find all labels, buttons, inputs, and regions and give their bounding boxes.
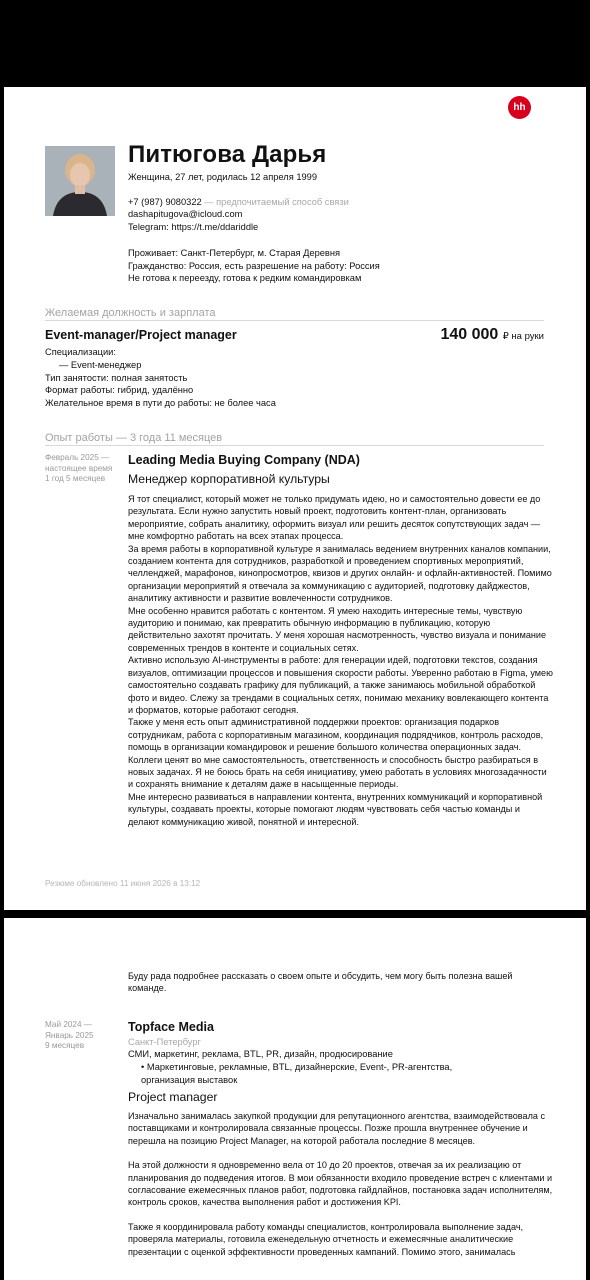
email-link[interactable]: dashapitugova@icloud.com	[128, 209, 243, 219]
resume-page-1	[4, 87, 586, 910]
job-1-position: Менеджер корпоративной культуры	[128, 472, 330, 486]
job-1-company: Leading Media Buying Company (NDA)	[128, 453, 360, 467]
description-paragraph: Также у меня есть опыт административной поддержки проектов: организация подарков сотрудникам, работа с корпоративным магазином, координация подрядчиков, контроль расходов, помощь в организации командировок и решение большого количества операционных задач.	[128, 717, 544, 753]
avatar	[45, 146, 115, 216]
industry-sub-text: Маркетинговые, рекламные, BTL, дизайнерские, Event-, PR-агентства, организация выставок	[141, 1062, 453, 1085]
job-period-end: настоящее время	[45, 463, 113, 473]
salary-amount: 140 000	[440, 326, 499, 343]
spec-label: Специализации:	[45, 347, 116, 357]
hh-logo[interactable]: hh	[508, 96, 531, 119]
job-2-industry-sub	[141, 1061, 501, 1086]
section-title-experience: Опыт работы — 3 года 11 месяцев	[45, 432, 544, 446]
work-format: Формат работы: гибрид, удалённо	[45, 385, 194, 395]
description-paragraph: Буду рада подробнее рассказать о своем опыте и обсудить, чем могу быть полезна вашей команде.	[128, 971, 513, 994]
bullet-icon: •	[141, 1062, 145, 1072]
description-paragraph: Активно использую AI-инструменты в работе: для генерации идей, подготовки текстов, создания визуалов, оптимизации процессов и повышения скорости работы. Уверенно работаю в Figma, умею самостоятельно создавать графику для публикаций, а также занимаюсь мобильной обработкой фото и видео. Слежу за трендами в социальных сетях, понимаю механику вовлекающего контента и форматов, которые работают сегодня.	[128, 655, 553, 715]
description-paragraph: Мне особенно нравится работать с контентом. Я умею находить интересные темы, чувствую аудиторию и понимаю, как превратить обычную информацию в публикацию, которую действительно захотят прочитать. У меня хорошая насмотренность, чувство визуала и понимание современных трендов в контенте и социальных сетях.	[128, 605, 547, 653]
resume-page-2	[4, 918, 586, 1280]
employment-type: Тип занятости: полная занятость	[45, 373, 188, 383]
job-period-start: Февраль 2025 —	[45, 453, 110, 462]
job-period-end: Январь 2025	[45, 1030, 94, 1040]
job-1-description	[128, 493, 553, 828]
job-2-position: Project manager	[128, 1090, 218, 1104]
phone-link[interactable]: +7 (987) 9080322	[128, 197, 202, 207]
resume-updated: Резюме обновлено 11 июня 2026 в 13:12	[45, 879, 201, 888]
salary	[440, 326, 544, 344]
section-title-desired: Желаемая должность и зарплата	[45, 307, 544, 321]
job-2-city: Санкт-Петербург	[128, 1037, 201, 1047]
job-2-company: Topface Media	[128, 1020, 214, 1034]
job-duration: 1 год 5 месяцев	[45, 474, 106, 484]
description-paragraph: Я тот специалист, который может не только придумать идею, но и самостоятельно довести ее до результата. Если нужно запустить новый проект, подготовить контент-план, организовать мероприятие, собрать аналитику, оформить визуал или решить десяток сопутствующих задач — мне комфортно работать на всех этапах процесса.	[128, 494, 541, 542]
spec-item: — Event-менеджер	[59, 360, 142, 370]
job-1-period	[45, 453, 112, 485]
relocation: Не готова к переезду, готова к редким командировкам	[128, 273, 362, 283]
citizenship: Гражданство: Россия, есть разрешение на работу: Россия	[128, 261, 380, 271]
job-2-industry: СМИ, маркетинг, реклама, BTL, PR, дизайн, продюсирование	[128, 1049, 393, 1059]
candidate-name: Питюгова Дарья	[128, 141, 327, 168]
job-duration: 9 месяцев	[45, 1041, 85, 1051]
salary-suffix: ₽ на руки	[502, 331, 544, 342]
commute-time: Желательное время в пути до работы: не более часа	[45, 398, 276, 408]
description-paragraph: Мне интересно развиваться в направлении контента, внутренних коммуникаций и корпоративной культуры, создавать проекты, которые помогают людям чувствовать себя частью команды и делают коммуникацию живой, понятной и интересной.	[128, 791, 543, 827]
phone-line	[128, 196, 349, 209]
description-paragraph: За время работы в корпоративной культуре я занималась ведением внутренних каналов компании, созданием контента для сотрудников, разработкой и проведением спортивных мероприятий, челленджей, марафонов, кинопросмотров, квизов и других онлайн- и офлайн-активностей. Помимо организации мероприятий я отвечала за коммуникацию с аудиторией, подготовку дайджестов, аналитику активности и развитие вовлеченности сотрудников.	[128, 543, 552, 604]
description-paragraph: Коллеги ценят во мне самостоятельность, ответственность и способность быстро разбираться в новых задачах. Я не боюсь брать на себя инициативу, умею работать в условиях многозадачности и сохранять внимание к деталям даже в насыщенные периоды.	[128, 754, 547, 790]
description-paragraph: На этой должности я одновременно вела от 10 до 20 проектов, отвечая за их реализацию от планирования до подведения итогов. В мои обязанности входило проведение встреч с клиентами и согласование ежемесячных планов работ, подготовка гайдлайнов, постановка задач исполнителям, контроль сроков, качества выполнения работ и достижения KPI.	[128, 1160, 553, 1208]
job-2-description	[128, 1110, 553, 1258]
desired-position: Event-manager/Project manager	[45, 328, 237, 342]
demographics: Женщина, 27 лет, родилась 12 апреля 1999	[128, 172, 318, 182]
job-1-continuation	[128, 970, 553, 995]
avatar-photo-icon	[45, 146, 115, 216]
residence: Проживает: Санкт-Петербург, м. Старая Деревня	[128, 248, 341, 258]
description-paragraph: Изначально занималась закупкой продукции для репутационного агентства, взаимодействовала с поставщиками и контролировала связанные процессы. Позже прошла внутреннее обучение и перешла на позицию Project Manager, на которой работала последние 8 месяцев.	[128, 1111, 546, 1146]
phone-note: — предпочитаемый способ связи	[204, 197, 349, 207]
telegram-link[interactable]: Telegram: https://t.me/ddariddle	[128, 222, 259, 232]
job-period-start: Май 2024 —	[45, 1020, 92, 1029]
description-paragraph: Также я координировала работу команды специалистов, контролировала выполнение задач, проверяла материалы, готовила еженедельную отчетность и ежемесячные аналитические презентации с оценкой эффективности проведенных кампаний. Помимо этого, занималась	[128, 1221, 524, 1257]
job-2-period	[45, 1020, 94, 1052]
